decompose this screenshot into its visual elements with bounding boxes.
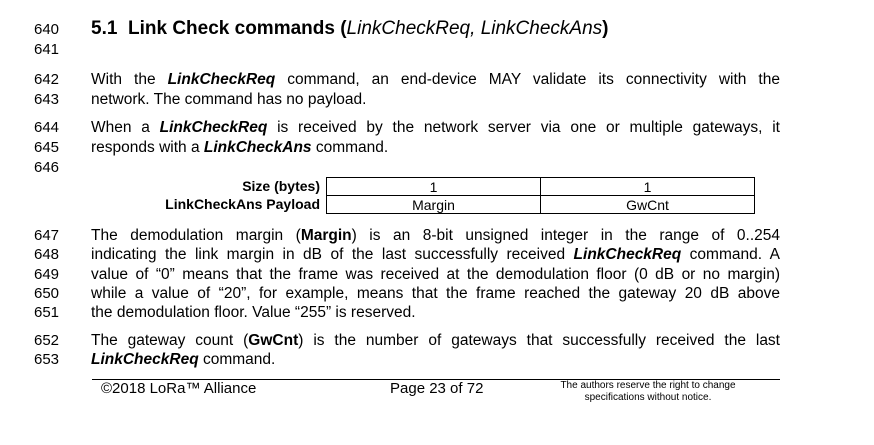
- section-cmd-ans: LinkCheckAns: [480, 18, 603, 39]
- line-number: 651: [34, 304, 60, 321]
- line-number: 646: [34, 159, 60, 176]
- footer-note-line: The authors reserve the right to change: [560, 380, 736, 391]
- line-number: 644: [34, 119, 60, 136]
- line-number: 643: [34, 91, 60, 108]
- text-run: With the: [91, 71, 168, 88]
- text-run: The gateway count (: [91, 332, 249, 349]
- table-row-label-size: Size (bytes): [242, 178, 320, 194]
- line-number: 647: [34, 227, 60, 244]
- section-paren: ): [602, 18, 609, 39]
- text-run: ) is the number of gateways that successfully received the last: [298, 332, 780, 349]
- paragraph-line: [91, 118, 780, 138]
- command-name: LinkCheckReq: [159, 119, 268, 136]
- paragraph-line: the demodulation floor. Value “255” is reserved.: [91, 304, 416, 321]
- section-paren: (: [334, 18, 347, 39]
- line-number: 650: [34, 285, 60, 302]
- footer-note: [548, 380, 748, 404]
- section-number: 5.1: [91, 18, 118, 39]
- field-name: Margin: [300, 227, 352, 244]
- line-number: 640: [34, 21, 60, 38]
- paragraph-line: while a value of “20”, for example, means that the frame reached the gateway 20 dB above: [91, 285, 780, 302]
- payload-table: [326, 177, 755, 214]
- table-cell-size: 1: [327, 178, 541, 196]
- command-name: LinkCheckAns: [203, 139, 312, 156]
- footer-note-line: specifications without notice.: [584, 392, 712, 403]
- command-name: LinkCheckReq: [167, 71, 276, 88]
- command-name: LinkCheckReq: [91, 351, 199, 368]
- footer-copyright: ©2018 LoRa™ Alliance: [101, 380, 257, 397]
- text-run: ) is an 8-bit unsigned integer in the range of 0..254: [351, 227, 780, 244]
- paragraph-line: [91, 245, 780, 265]
- line-number: 649: [34, 266, 60, 283]
- paragraph-line: value of “0” means that the frame was received at the demodulation floor (0 dB or no margin): [91, 266, 780, 283]
- paragraph-line: [91, 70, 780, 90]
- line-number: 641: [34, 41, 60, 58]
- text-run: responds with a: [91, 139, 204, 156]
- text-run: is received by the network server via one or multiple gateways, it: [267, 119, 780, 136]
- text-run: The demodulation margin (: [91, 227, 301, 244]
- line-number: 648: [34, 246, 60, 263]
- field-name: GwCnt: [248, 332, 299, 349]
- text-run: command.: [198, 351, 276, 368]
- paragraph-line: network. The command has no payload.: [91, 91, 367, 108]
- text-run: indicating the link margin in dB of the last successfully received: [91, 246, 574, 263]
- text-run: When a: [91, 119, 160, 136]
- line-number: 645: [34, 139, 60, 156]
- table-cell-size: 1: [541, 178, 755, 196]
- table-cell-field: Margin: [327, 196, 541, 214]
- command-name: LinkCheckReq: [573, 246, 682, 263]
- section-sep: ,: [470, 18, 481, 39]
- section-title: Link Check commands: [127, 18, 335, 39]
- paragraph-line: [91, 331, 780, 351]
- table-row-label-payload: LinkCheckAns Payload: [165, 196, 320, 212]
- table-cell-field: GwCnt: [541, 196, 755, 214]
- section-cmd-req: LinkCheckReq: [346, 18, 471, 39]
- line-number: 642: [34, 71, 60, 88]
- paragraph-line: [91, 138, 388, 158]
- table-row: [327, 196, 755, 214]
- footer-page-number: Page 23 of 72: [390, 380, 484, 397]
- text-run: command. A: [681, 246, 780, 263]
- text-run: command, an end-device MAY validate its connectivity with the: [275, 71, 780, 88]
- table-row: [327, 178, 755, 196]
- paragraph-line: [91, 226, 780, 246]
- section-heading: [91, 17, 608, 41]
- line-number: 653: [34, 351, 60, 368]
- line-number: 652: [34, 332, 60, 349]
- text-run: command.: [311, 139, 389, 156]
- paragraph-line: [91, 350, 275, 370]
